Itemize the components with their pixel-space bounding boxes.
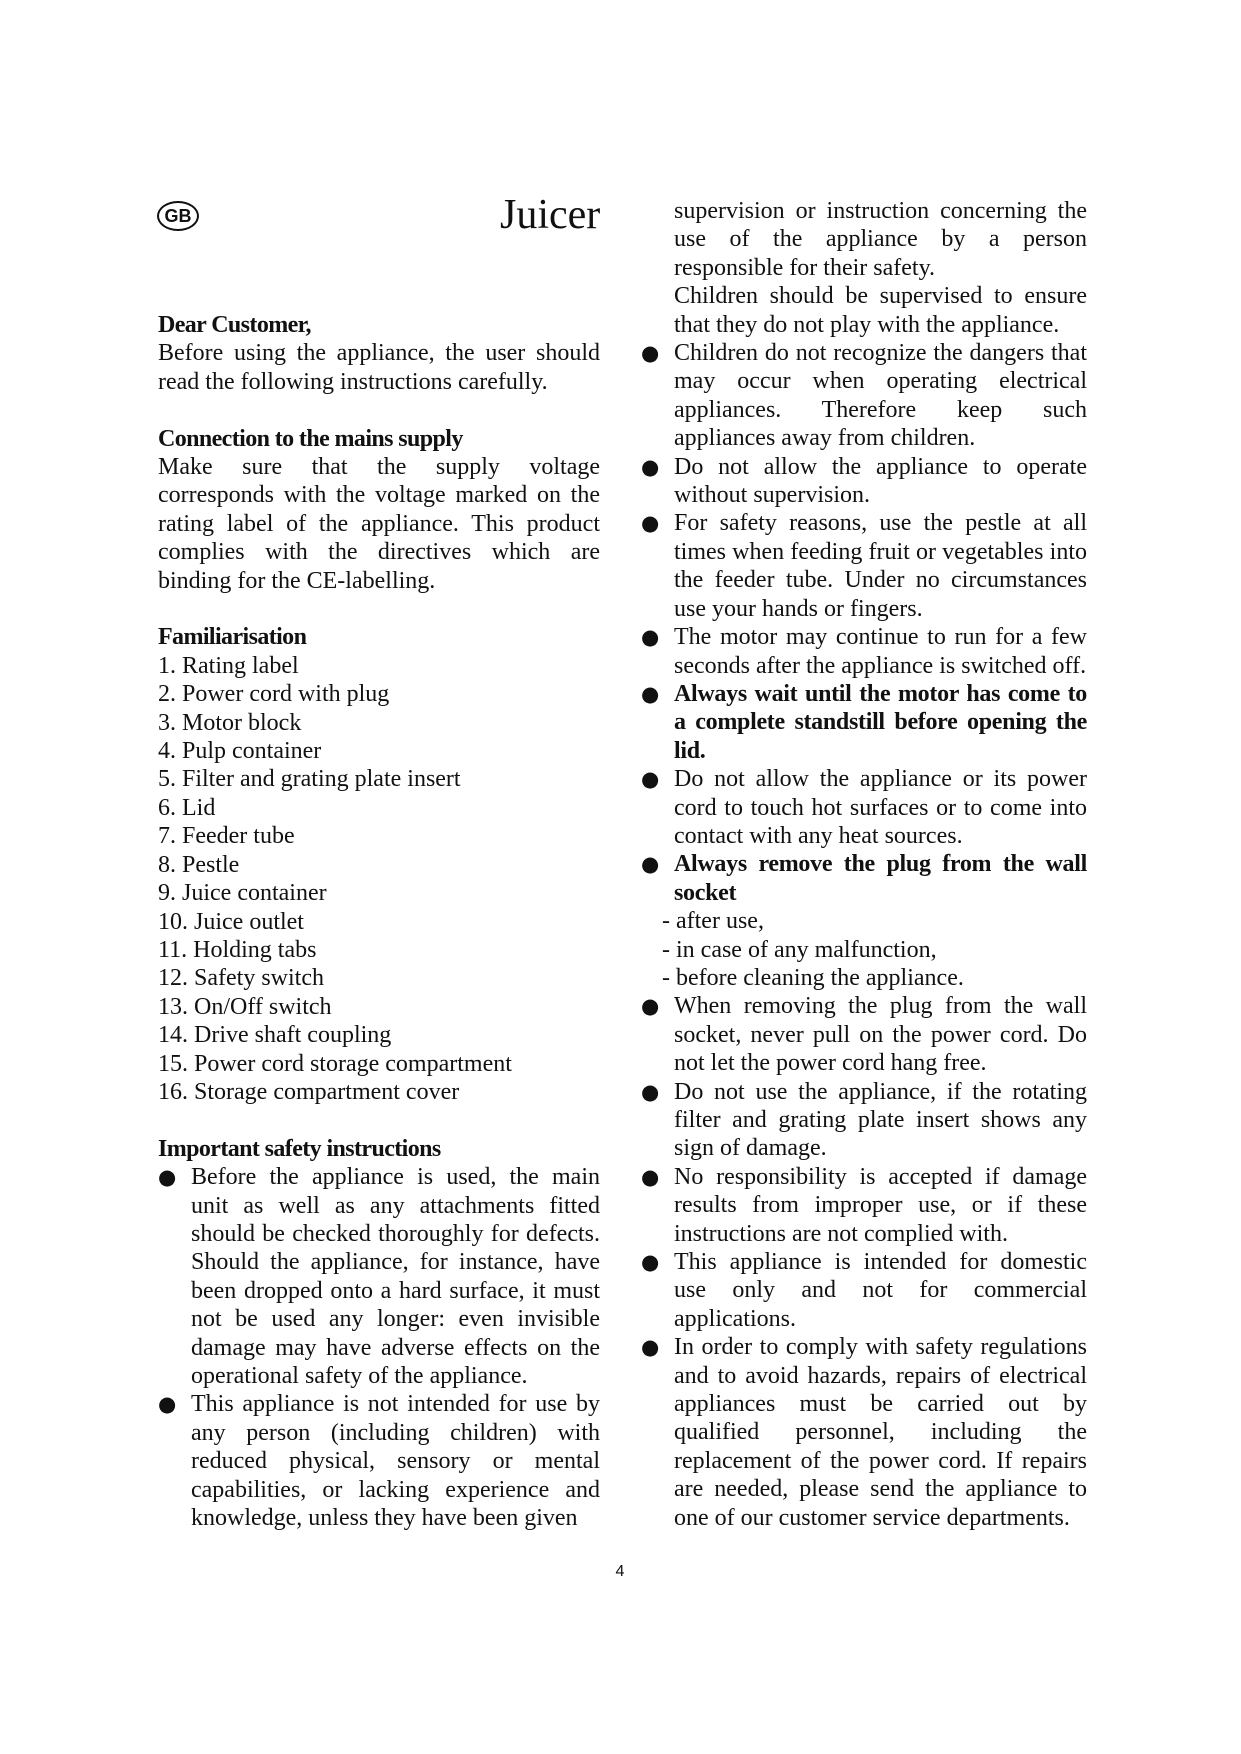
language-badge: GB <box>157 201 199 231</box>
list-item: 15. Power cord storage compartment <box>158 1050 512 1077</box>
list-item: 3. Motor block <box>158 709 302 736</box>
page-number: 4 <box>615 1563 625 1580</box>
sub-item: - before cleaning the appliance. <box>662 964 964 991</box>
sub-item: - in case of any malfunction, <box>662 936 937 963</box>
safety-bullet: ● Children do not recognize the dangers that may occur when operating electrical appliances. Therefore keep such appliances away from children. <box>641 339 1087 453</box>
safety-bullet: ● In order to comply with safety regulations and to avoid hazards, repairs of electrical appliances must be carried out by qualified personnel, including the replacement of the power cord. If repairs are needed, please send the appliance to one of our customer service departments. <box>641 1333 1087 1532</box>
parts-list <box>158 652 600 1107</box>
list-item: 16. Storage compartment cover <box>158 1078 460 1105</box>
mains-text: Make sure that the supply voltage corresponds with the voltage marked on the rating label of the appliance. This product complies with the directives which are binding for the CE-labelling. <box>158 454 600 594</box>
list-item: 4. Pulp container <box>158 738 322 765</box>
list-item: 11. Holding tabs <box>158 936 317 963</box>
right-column <box>641 197 1087 1532</box>
safety-bullet: ● Do not use the appliance, if the rotating filter and grating plate insert shows any sign of damage. <box>641 1078 1087 1163</box>
safety-bullet: ● No responsibility is accepted if damage results from improper use, or if these instructions are not complied with. <box>641 1163 1087 1248</box>
safety-bullet: ● This appliance is intended for domestic use only and not for commercial applications. <box>641 1248 1087 1333</box>
list-item: 2. Power cord with plug <box>158 681 390 708</box>
list-item: 12. Safety switch <box>158 965 324 992</box>
safety-bullet: ● The motor may continue to run for a few seconds after the appliance is switched off. <box>641 623 1087 680</box>
safety-bullet: ● Do not allow the appliance or its power cord to touch hot surfaces or to come into contact with any heat sources. <box>641 765 1087 850</box>
mains-heading: Connection to the mains supply <box>158 425 463 452</box>
list-item: 6. Lid <box>158 794 216 821</box>
safety-bullet: ● This appliance is not intended for use by any person (including children) with reduced physical, sensory or mental capabilities, or lacking experience and knowledge, unless they have been given <box>158 1390 600 1532</box>
safety-bullet-bold: ● Always wait until the motor has come to a complete standstill before opening the lid. <box>641 680 1087 765</box>
safety-bullet: ● When removing the plug from the wall socket, never pull on the power cord. Do not let the power cord hang free. <box>641 992 1087 1077</box>
list-item: 10. Juice outlet <box>158 908 304 935</box>
intro-text: Before using the appliance, the user should read the following instructions carefully. <box>158 340 600 395</box>
list-item: 13. On/Off switch <box>158 993 332 1020</box>
sub-item: - after use, <box>662 908 764 935</box>
safety-bullet-bold: ● Always remove the plug from the wall socket <box>641 850 1087 907</box>
safety-bullet-note: Children should be supervised to ensure that they do not play with the appliance. <box>674 283 1087 338</box>
safety-bullet-continuation: supervision or instruction concerning the use of the appliance by a person responsible for their safety. <box>674 198 1087 281</box>
familiarisation-heading: Familiarisation <box>158 624 307 651</box>
page-title: Juicer <box>500 192 601 238</box>
safety-bullet: ● Do not allow the appliance to operate without supervision. <box>641 453 1087 510</box>
list-item: 5. Filter and grating plate insert <box>158 766 461 793</box>
list-item: 9. Juice container <box>158 880 327 907</box>
list-item: 8. Pestle <box>158 851 240 878</box>
salutation: Dear Customer, <box>158 312 311 338</box>
safety-bullet: ● For safety reasons, use the pestle at all times when feeding fruit or vegetables into the feeder tube. Under no circumstances use your hands or fingers. <box>641 509 1087 623</box>
list-item: 7. Feeder tube <box>158 823 295 850</box>
safety-bullet: ● Before the appliance is used, the main unit as well as any attachments fitted should be checked thoroughly for defects. Should the appliance, for instance, have been dropped onto a hard surface, it must not be used any longer: even invisible damage may have adverse effects on the operational safety of the appliance. <box>158 1163 600 1390</box>
list-item: 1. Rating label <box>158 652 299 679</box>
list-item: 14. Drive shaft coupling <box>158 1022 392 1049</box>
safety-heading: Important safety instructions <box>158 1135 441 1162</box>
left-column <box>158 311 600 1532</box>
